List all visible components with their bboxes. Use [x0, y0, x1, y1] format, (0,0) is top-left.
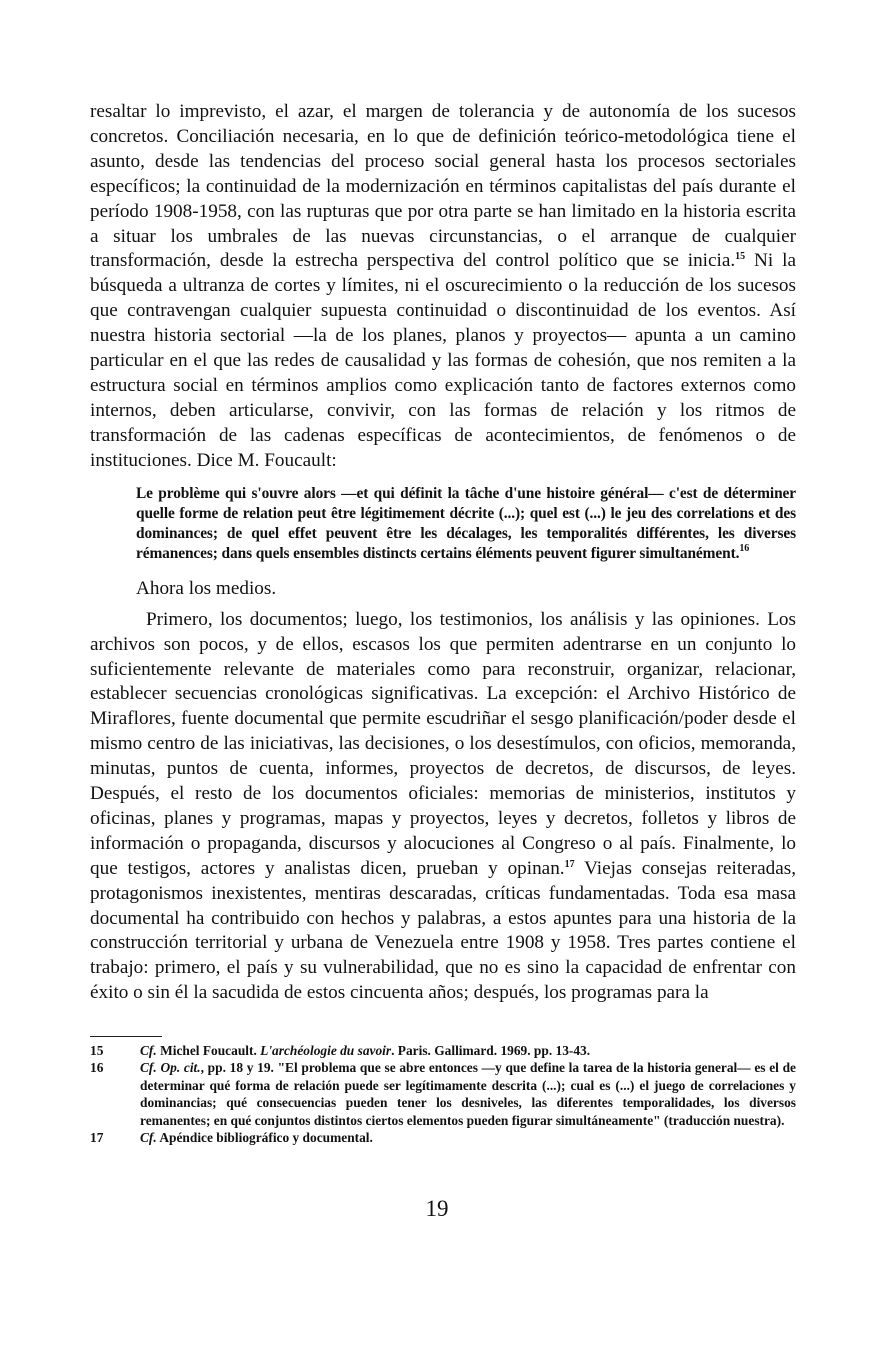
- footnote-body: , pp. 18 y 19. "El problema que se abre entonces —y que define la tarea de la historia general— es el de determinar qué forma de relación puede ser legítimamente descrita (...); cual es (...) el juego de correlaciones y dominancias; qué consecuencias pueden tener los desniveles, las diferentes temporalidades, los diversos remanentes; en qué conjuntos distintos ciertos elementos pueden figurar simultáneamente" (traducción nuestra).: [140, 1060, 796, 1128]
- footnote-cf: Cf.: [140, 1043, 157, 1058]
- footnote-17: [90, 1129, 796, 1146]
- main-text: [90, 100, 796, 1006]
- footnote-text: [140, 1059, 796, 1129]
- footnote-cf: Cf.: [140, 1130, 157, 1146]
- footnote-number: 17: [90, 1130, 104, 1146]
- footnote-ref-17[interactable]: 17: [564, 858, 575, 870]
- footnote-text: [140, 1042, 796, 1059]
- quote-text: Le problème qui s'ouvre alors —et qui définit la tâche d'une histoire général— c'est de déterminer quelle forme de relation peut être légitimement décrite (...); quel est (...) le jeu des correlations et des dominances; de quel effet peuvent être les décalages, les temporalités différentes, les diverses rémanences; dans quels ensembles distincts certains éléments peuvent figurer simultanément.: [136, 484, 796, 563]
- footnote-number: 16: [90, 1060, 104, 1076]
- paragraph-text: Viejas consejas reiteradas, protagonismos inexistentes, mentiras descaradas, críticas fundamentadas. Toda esa masa documental ha contribuido con hechos y palabras, a estos apuntes para una historia de la construcción territorial y urbana de Venezuela entre 1908 y 1958. Tres partes contiene el trabajo: primero, el país y su vulnerabilidad, que no es sino la capacidad de enfrentar con éxito o sin él la sacudida de estos cincuenta años; después, los programas para la: [90, 857, 796, 1004]
- page-number: 19: [425, 1196, 449, 1221]
- footnote-divider: [90, 1036, 162, 1037]
- paragraph-text: Primero, los documentos; luego, los testimonios, los análisis y las opiniones. Los archivos son pocos, y de ellos, escasos los que permiten adentrarse en un conjunto lo suficientemente relevante de materiales como para reconstruir, organizar, relacionar, establecer secuencias cronológicas significativas. La excepción: el Archivo Histórico de Miraflores, fuente documental que permite escudriñar el sesgo planificación/poder desde el mismo centro de las iniciativas, las decisiones, o los desestímulos, con oficios, memoranda, minutas, puntos de cuenta, informes, proyectos de decretos, de discursos, de leyes. Después, el resto de los documentos oficiales: memorias de ministerios, institutos y oficinas, planes y programas, mapas y proyectos, leyes y decretos, folletos y libros de información o propaganda, discursos y alocuciones al Congreso o al país. Finalmente, lo que testigos, actores y analistas dicen, prueban y opinan.: [90, 608, 796, 879]
- footnote-body: Apéndice bibliográfico y documental.: [156, 1130, 373, 1146]
- footnote-cf: Cf. Op. cit.: [140, 1060, 201, 1076]
- footnote-ref-16[interactable]: 16: [739, 543, 750, 555]
- paragraph-1: [90, 100, 796, 474]
- paragraph-3: [90, 608, 796, 1007]
- footnote-title: L'archéologie du savoir: [260, 1043, 392, 1058]
- footnotes: [90, 1042, 796, 1146]
- paragraph-text: resaltar lo imprevisto, el azar, el margen de tolerancia y de autonomía de los sucesos concretos. Conciliación necesaria, en lo que de definición teórico-metodológica tiene el asunto, desde las tendencias del proceso social general hasta los procesos sectoriales específicos; la continuidad de la modernización en términos capitalistas del país durante el período 1908-1958, con las rupturas que por otra parte se han limitado en la historia escrita a situar los umbrales de las nuevas circunstancias, o el arranque de cualquier transformación, desde la estrecha perspectiva del control político que se inicia.: [90, 101, 796, 272]
- paragraph-2: Ahora los medios.: [136, 577, 277, 599]
- footnote-16: [90, 1059, 796, 1129]
- footnote-body: . Paris. Gallimard. 1969. pp. 13-43.: [391, 1043, 591, 1058]
- footnote-ref-15[interactable]: 15: [735, 251, 746, 263]
- footnote-number: 15: [90, 1043, 104, 1058]
- paragraph-text: Ni la búsqueda a ultranza de cortes y límites, ni el oscurecimiento o la reducción de los sucesos que contravengan cualquier supuesta continuidad o discontinuidad de los eventos. Así nuestra historia sectorial —la de los planes, planos y proyectos— apunta a un camino particular en el que las redes de causalidad y las formas de cohesión, que nos remiten a la estructura social en términos amplios como explicación tanto de factores externos como internos, deben articularse, convivir, con las formas de relación y los ritmos de transformación de las cadenas específicas de acontecimientos, de fenómenos o de instituciones. Dice M. Foucault:: [90, 250, 796, 471]
- footnote-15: [90, 1042, 796, 1059]
- footnote-body: Michel Foucault.: [156, 1043, 261, 1058]
- block-quote: [136, 484, 796, 565]
- footnote-text: [140, 1129, 796, 1146]
